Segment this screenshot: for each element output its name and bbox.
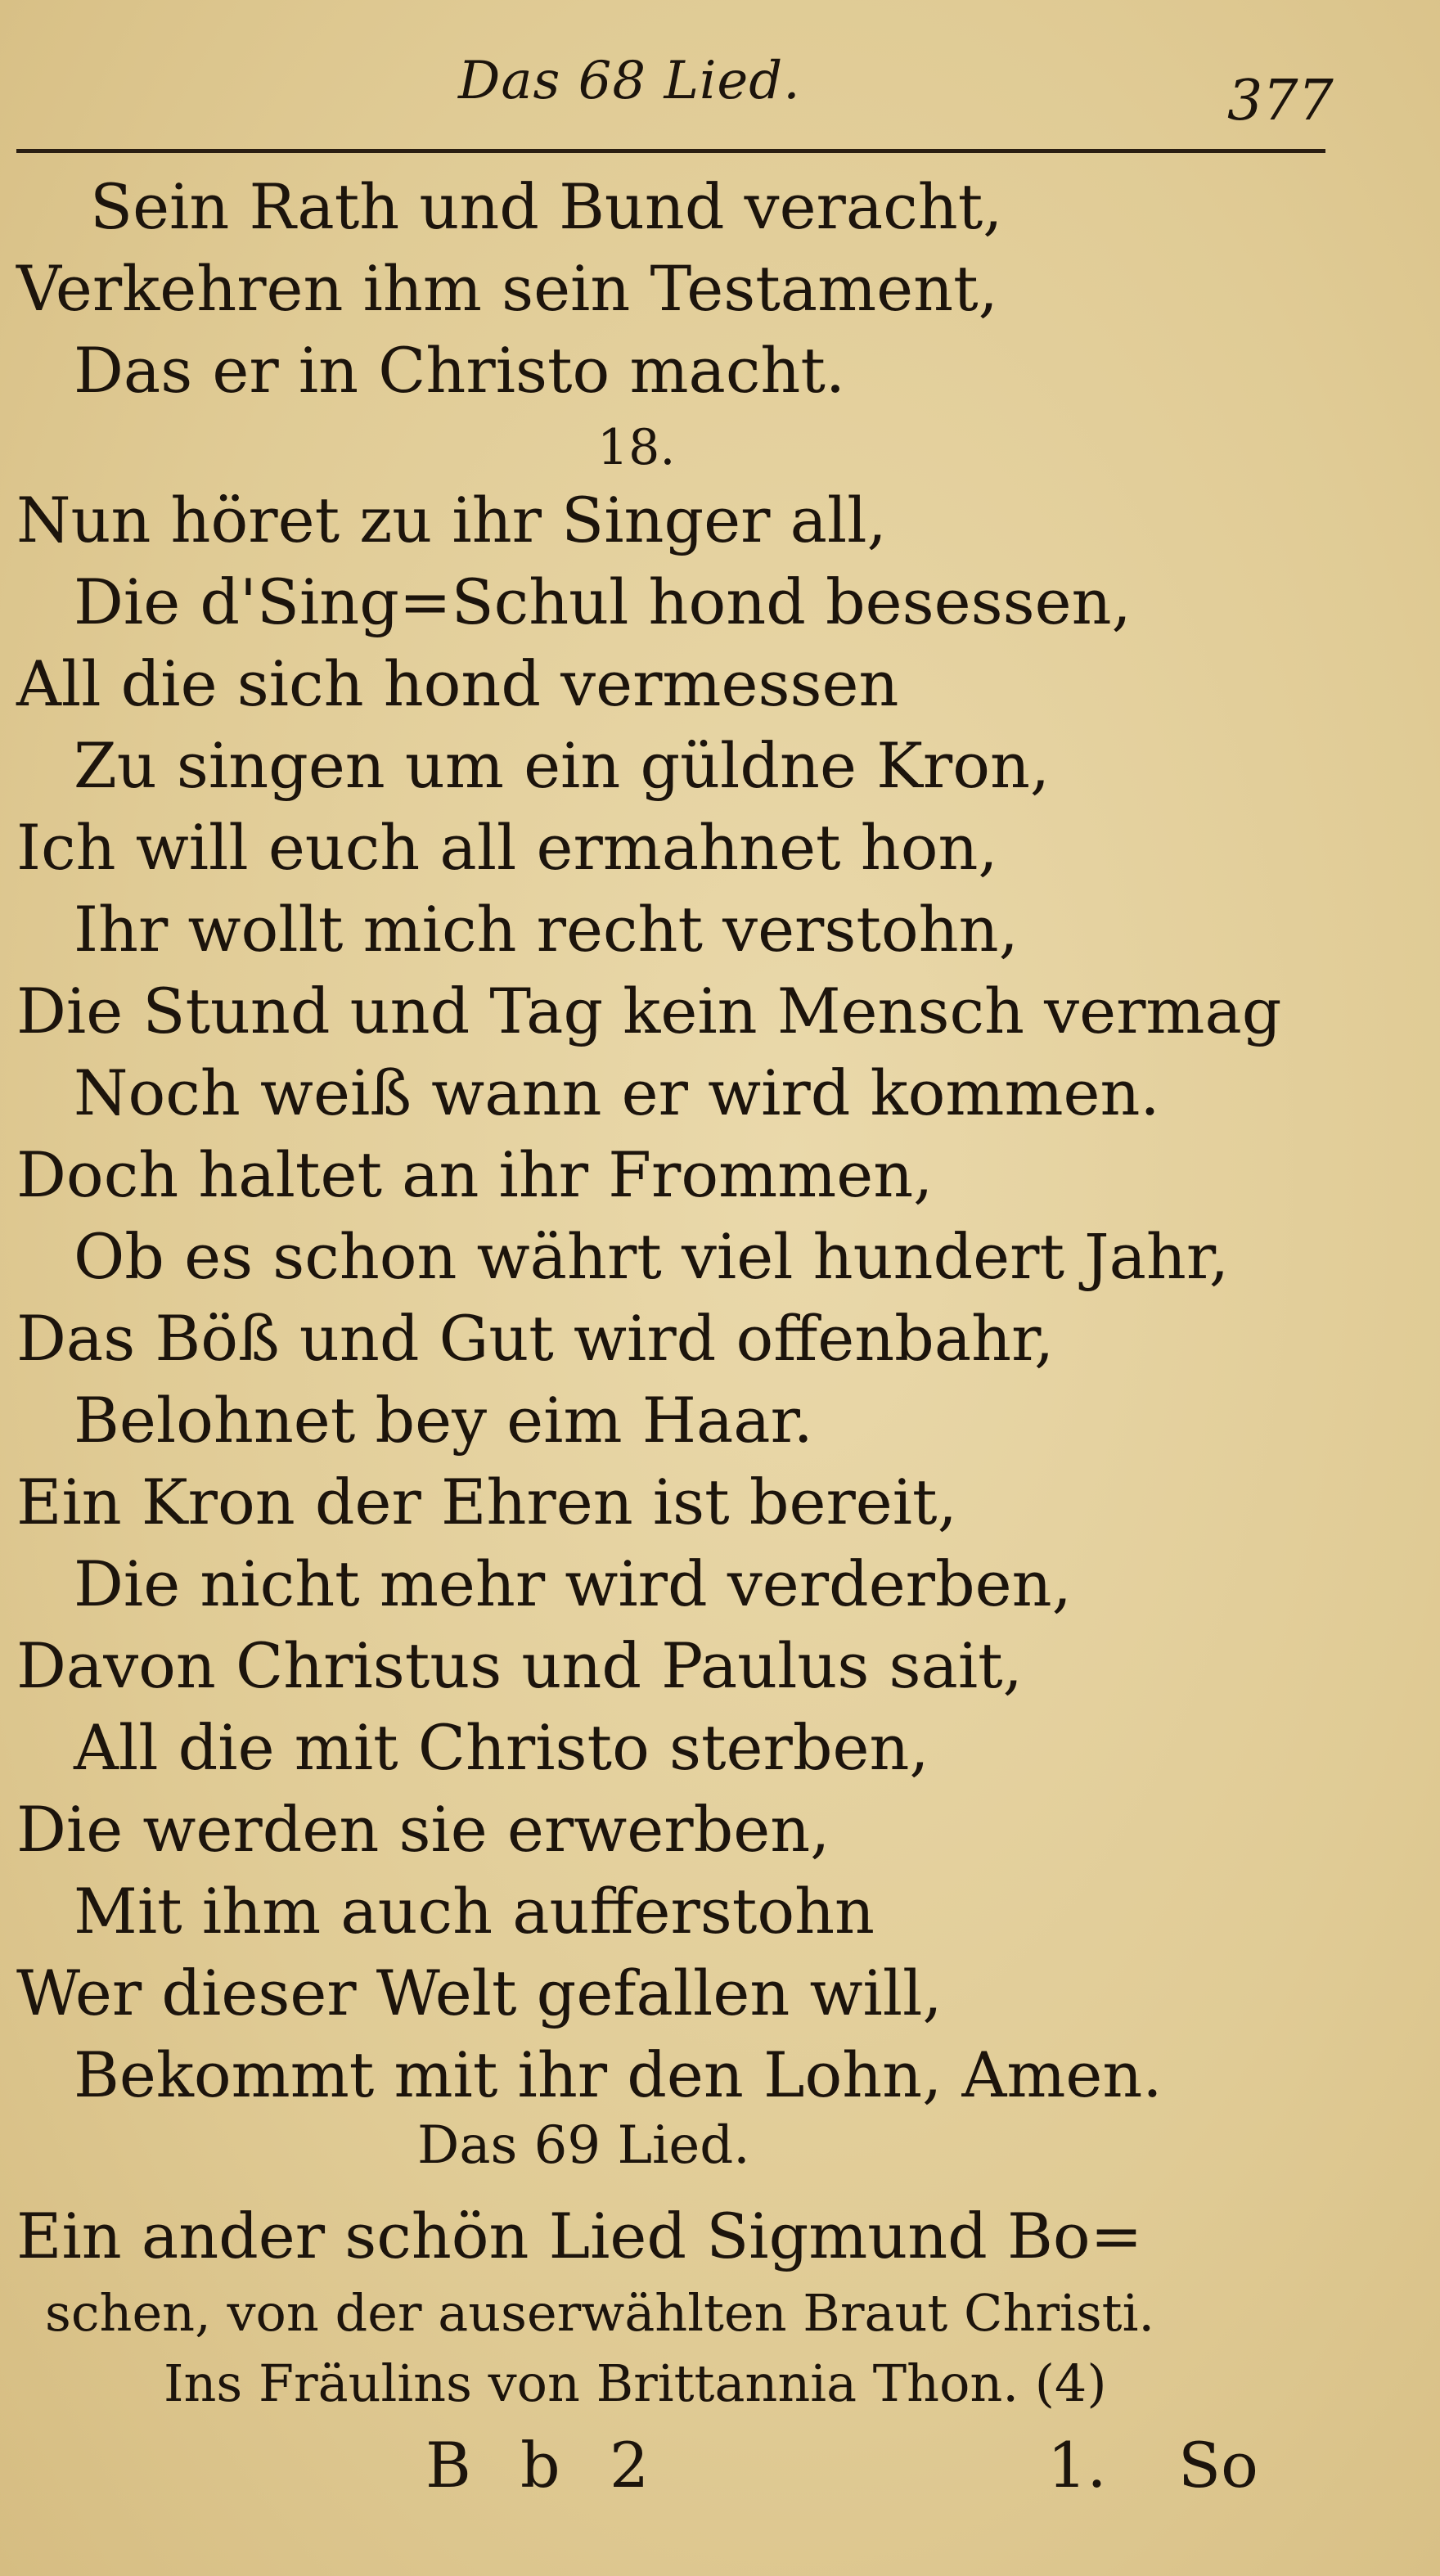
verse-line: All die mit Christo sterben,: [74, 1711, 929, 1784]
verse-line: Das er in Christo macht.: [74, 334, 846, 407]
verse-line: Das Böß und Gut wird offenbahr,: [16, 1302, 1055, 1375]
verse-line: Ob es schon währt viel hundert Jahr,: [74, 1220, 1230, 1293]
verse-line: Verkehren ihm sein Testament,: [16, 252, 998, 325]
song-heading-line: Ein ander schön Lied Sigmund Bo=: [16, 2200, 1143, 2272]
catchword-number: 1.: [1047, 2429, 1107, 2502]
verse-line: Die nicht mehr wird verderben,: [74, 1547, 1072, 1620]
verse-line: Bekommt mit ihr den Lohn, Amen.: [74, 2038, 1163, 2111]
verse-line: Davon Christus und Paulus sait,: [16, 1629, 1023, 1702]
verse-line: Doch haltet an ihr Frommen,: [16, 1138, 934, 1211]
verse-line: Sein Rath und Bund veracht,: [90, 170, 1003, 243]
verse-line: Die d'Sing=Schul hond besessen,: [74, 565, 1132, 638]
song-tune-line: Ins Fräulins von Brittannia Thon. (4): [164, 2353, 1107, 2413]
verse-line: Die Stund und Tag kein Mensch vermag: [16, 975, 1282, 1047]
verse-line: Nun höret zu ihr Singer all,: [16, 484, 887, 556]
signature-mark: B b 2: [425, 2429, 664, 2502]
header-rule: [16, 149, 1325, 153]
page-number: 377: [1227, 69, 1334, 133]
catchword: So: [1178, 2429, 1258, 2502]
song-title: Das 69 Lied.: [417, 2115, 750, 2176]
verse-line: Noch weiß wann er wird kommen.: [74, 1056, 1160, 1129]
song-heading-line: schen, von der auserwählten Braut Christi.: [45, 2283, 1155, 2343]
verse-line: Belohnet bey eim Haar.: [74, 1384, 813, 1457]
verse-line: Ich will euch all ermahnet hon,: [16, 811, 998, 884]
verse-line: Mit ihm auch aufferstohn: [74, 1875, 875, 1948]
verse-line: All die sich hond vermessen: [16, 647, 899, 720]
verse-line: Ein Kron der Ehren ist bereit,: [16, 1466, 957, 1538]
stanza-number: 18.: [597, 419, 676, 476]
verse-line: Zu singen um ein güldne Kron,: [74, 729, 1051, 802]
running-title: Das 68 Lied.: [458, 51, 801, 111]
verse-line: Die werden sie erwerben,: [16, 1793, 830, 1866]
verse-line: Ihr wollt mich recht verstohn,: [74, 893, 1019, 966]
verse-line: Wer dieser Welt gefallen will,: [16, 1957, 943, 2029]
